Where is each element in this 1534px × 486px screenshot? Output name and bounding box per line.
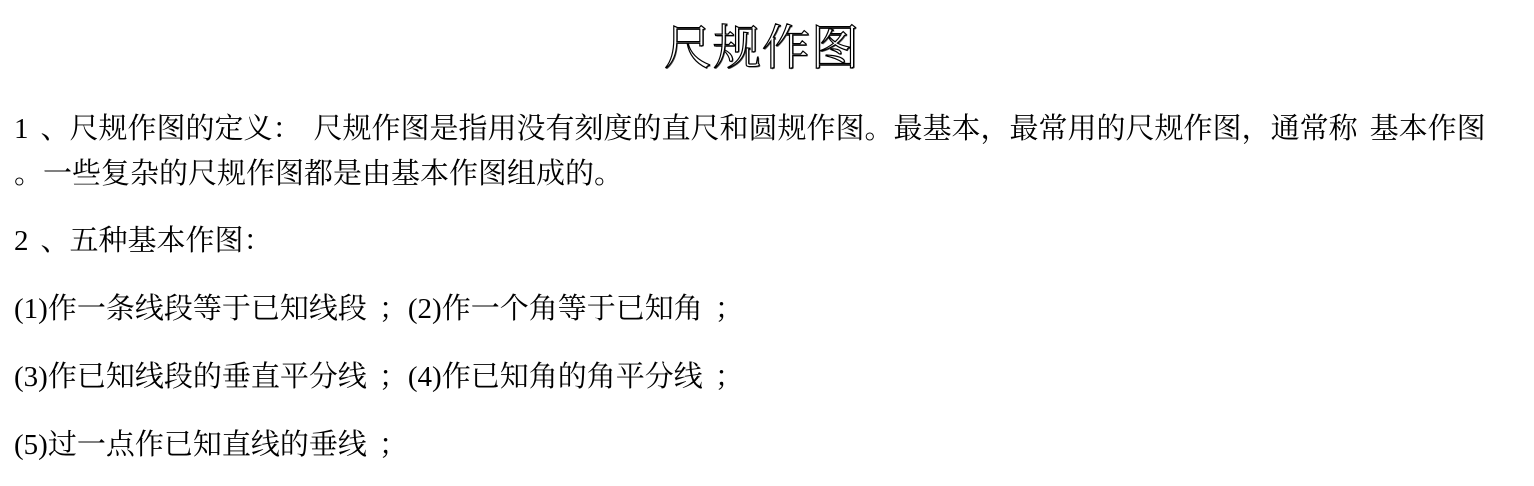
- definition-comma-2: ，: [1241, 111, 1271, 145]
- item-4-label: (4): [407, 361, 442, 393]
- definition-term: 基本作图: [1369, 111, 1486, 145]
- item-2-end: ；: [714, 291, 744, 325]
- definition-heading: 、尺规作图的定义：: [40, 111, 302, 145]
- definition-comma-1: ，: [980, 111, 1010, 145]
- definition-text-b: 最常用的尺规作图: [1009, 111, 1242, 145]
- page-title: 尺规作图: [663, 20, 860, 76]
- item-2-label: (2): [407, 293, 442, 325]
- definition-text-c: 通常称: [1270, 111, 1358, 145]
- item-4-end: ；: [714, 359, 744, 393]
- definition-text-a: 尺规作图是指用没有刻度的直尺和圆规作图。最基本: [313, 111, 981, 145]
- section-2-title: 、五种基本作图：: [40, 223, 273, 257]
- definition-number: 1: [14, 113, 29, 145]
- section-2-number: 2: [14, 225, 29, 257]
- definition-text-d: 。一些复杂的尺规作图都是由基本作图组成的。: [14, 156, 624, 190]
- items-row-1: [14, 286, 1520, 331]
- item-5-label: (5): [14, 429, 48, 461]
- item-3-end: ；: [378, 359, 408, 393]
- item-3-text: 作已知线段的垂直平分线: [47, 359, 367, 393]
- item-5-end: ；: [378, 427, 408, 461]
- item-2-text: 作一个角等于已知角: [441, 291, 703, 325]
- items-row-3: [14, 422, 1520, 467]
- item-1-label: (1): [14, 293, 48, 325]
- item-5-text: 过一点作已知直线的垂线: [47, 427, 367, 461]
- item-4-text: 作已知角的角平分线: [441, 359, 703, 393]
- definition-paragraph: [14, 106, 1520, 195]
- item-1-text: 作一条线段等于已知线段: [47, 291, 367, 325]
- section-2-heading: [14, 218, 1520, 263]
- item-1-end: ；: [378, 291, 408, 325]
- item-3-label: (3): [14, 361, 48, 393]
- items-row-2: [14, 354, 1520, 399]
